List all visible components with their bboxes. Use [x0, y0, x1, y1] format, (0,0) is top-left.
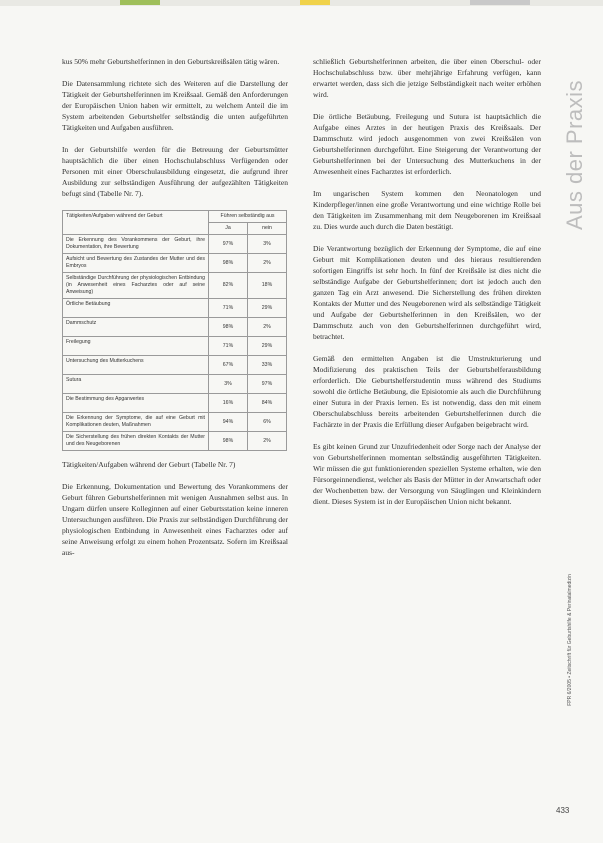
table-cell-yes: 67% [209, 356, 248, 375]
table-header-yes: Ja [209, 223, 248, 235]
table-cell-task: Untersuchung des Mutterkuchens [63, 356, 209, 375]
table-cell-task: Sutura [63, 375, 209, 394]
table-cell-no: 33% [248, 356, 287, 375]
table-cell-task: Die Erkennung der Symptome, die auf eine Geburt mit Komplikationen deuten, Maßnahmen [63, 413, 209, 432]
right-paragraph-6: Es gibt keinen Grund zur Unzufriedenheit oder Sorge nach der Analyse der von Geburtshelferinnen momentan selbständig ausgeführten Tätigkeiten. Wir müssen die gut funktionierenden speziellen Systeme erhalten, wie den Fürsorgeinnendienst, welcher als Basis der Mütter in der Anwartschaft oder der Wochenbetten bzw. der Versorgung von Säuglingen und Kleinkindern dient. Dieses System ist in der Europäischen Union nicht bekannt. [313, 442, 541, 506]
table-cell-task: Die Bestimmung des Apgarwertes [63, 394, 209, 413]
table-cell-yes: 82% [209, 273, 248, 299]
top-accent-yellow [300, 0, 330, 5]
table-cell-task: Dammschutz [63, 318, 209, 337]
table-row [63, 413, 287, 432]
table-cell-task: Die Sicherstellung des frühen direkten Kontakts der Mutter und des Neugeborenen [63, 432, 209, 451]
table-row [63, 235, 287, 254]
table-cell-yes: 94% [209, 413, 248, 432]
table-cell-yes: 71% [209, 299, 248, 318]
top-accent-grey [470, 0, 530, 5]
table-cell-no: 2% [248, 432, 287, 451]
table-row [63, 356, 287, 375]
right-paragraph-1: schließlich Geburtshelferinnen arbeiten, die über einen Oberschul- oder Hochschulabschluss bzw. über mehrjährige Erfahrung verfügen, kann erwartet werden, dass sich die jetzige Selbständigkeit nach weiter erhöhen wird. [313, 57, 541, 99]
table-cell-no: 2% [248, 318, 287, 337]
table-cell-no: 3% [248, 235, 287, 254]
table-cell-task: Aufsicht und Bewertung des Zustandes der Mutter und des Embryos [63, 254, 209, 273]
top-strip [0, 0, 603, 6]
table-cell-task: Die Erkennung des Vorankommens der Geburt, ihre Dokumentation, ihre Bewertung [63, 235, 209, 254]
table-row [63, 318, 287, 337]
top-accent-green [120, 0, 160, 5]
right-column [313, 56, 541, 518]
left-paragraph-1: kus 50% mehr Geburtshelferinnen in den Geburtskreißsälen tätig wären. [62, 57, 280, 66]
page-number: 433 [556, 806, 570, 815]
right-paragraph-3: Im ungarischen System kommen den Neonatologen und Kinderpfleger/innen eine große Verantwortung und eine wichtige Rolle bei den Tätigkeiten im Zusammenhang mit dem Neugeborenen im Kreißsaal zu. Dies wurde auch durch die Daten bestätigt. [313, 189, 541, 231]
table-cell-no: 18% [248, 273, 287, 299]
table-caption: Tätigkeiten/Aufgaben während der Geburt (Tabelle Nr. 7) [62, 460, 236, 469]
table-cell-no: 97% [248, 375, 287, 394]
table-cell-yes: 16% [209, 394, 248, 413]
table-cell-yes: 3% [209, 375, 248, 394]
left-paragraph-2: Die Datensammlung richtete sich des Weiteren auf die Darstellung der Tätigkeit der Geburtshelferinnen im Kreißsaal. Gemäß den Anforderungen der Europäischen Union haben wir ermittelt, zu welchem Anteil die im System arbeitenden Geburtshelfer selbständig die unten aufgeführten Tätigkeiten und Aufgaben ausführen. [62, 79, 288, 132]
journal-running-footer [563, 480, 577, 800]
table-cell-no: 6% [248, 413, 287, 432]
table-row [63, 375, 287, 394]
journal-line-text: FPR 6/2005 • Zeitschrift für Geburtshilfe & Perinatalmedizin [567, 574, 573, 706]
table-header-task: Tätigkeiten/Aufgaben während der Geburt [63, 211, 209, 235]
table-row [63, 299, 287, 318]
table-row [63, 254, 287, 273]
section-title-vertical [560, 70, 590, 240]
table-header-no: nein [248, 223, 287, 235]
right-paragraph-4: Die Verantwortung bezüglich der Erkennung der Symptome, die auf eine Geburt mit Komplikationen deuten und des hieraus resultierenden sofortigen Eingriffs ist sehr hoch. In fünf der Kreißsäle ist dies nicht die selbständige Aufgabe der Geburtshelferinnen; dort ist jedoch auch den ganzen Tag ein Arzt anwesend. Die Sicherstellung des frühen direkten Kontakts der Mutter und des Neugeborenen wird als selbständige Tätigkeit und Aufgabe der Geburtshelferinnen in den Kreißsälen, wo der Dammschutz auch von den Geburtshelferinnen durchgeführt wird, betrachtet. [313, 244, 541, 341]
table-cell-task: Selbständige Durchführung der physiologischen Entbindung (in Anwesenheit eines Facharztes oder auf seine Anweisung) [63, 273, 209, 299]
right-paragraph-2: Die örtliche Betäubung, Freilegung und Sutura ist hauptsächlich die Aufgabe eines Arztes in der heutigen Praxis des Kreißsaals. Der Dammschutz wird jedoch ausgenommen von zwei Kreißsälen von Geburtshelferinnen durchgeführt. Eine Steigerung der Verantwortung der Geburtshelferinnen bei der Untersuchung des Mutterkuchens in der Anwesenheit eines Facharztes ist erforderlich. [313, 112, 541, 176]
table-row [63, 273, 287, 299]
section-title-text: Aus der Praxis [562, 79, 587, 231]
table-cell-no: 84% [248, 394, 287, 413]
left-paragraph-3: In der Geburtshilfe werden für die Betreuung der Geburtsmütter hauptsächlich die über einen Hochschulabschluss Verfügenden oder Personen mit einer Oberschulausbildung eingesetzt, die aufgrund ihrer Ausbildung zur selbständigen Ausführung der aufgezählten Tätigkeiten befugt sind (Tabelle Nr. 7). [62, 145, 288, 198]
table-cell-no: 2% [248, 254, 287, 273]
table-cell-yes: 71% [209, 337, 248, 356]
table-row [63, 394, 287, 413]
left-column [62, 56, 288, 569]
table-cell-yes: 97% [209, 235, 248, 254]
birth-tasks-table [62, 210, 287, 451]
table-row [63, 432, 287, 451]
table-row [63, 337, 287, 356]
left-paragraph-5: Die Erkennung, Dokumentation und Bewertung des Vorankommens der Geburt führen Geburtshelferinnen mit wenigen Ausnahmen selbst aus. In Ungarn dürfen unsere Kolleginnen auf einer Geburtsstation keine inneren Untersuchungen ausführen. Die Praxis zur selbständigen Durchführung der physiologischen Entbindung in Anwesenheit eines Facharztes oder auf seine Anweisung erfolgt zu einem hohen Prozentsatz. Sofern im Kreißsaal aus- [62, 482, 288, 557]
table-cell-yes: 98% [209, 254, 248, 273]
table-cell-task: Freilegung [63, 337, 209, 356]
table-cell-yes: 98% [209, 432, 248, 451]
right-paragraph-5: Gemäß den ermittelten Angaben ist die Umstrukturierung und Modifizierung des praktischen Teils der Geburtshelferausbildung erforderlich. Die Geburtshelferstudentin muss während des Studiums sowohl die örtliche Betäubung, die Episiotomie als auch die Durchführung einer Sutura in der Praxis lernen. Es ist notwendig, dass den mit einem Oberschulabschluss bereits arbeitenden Geburtshelferinnen durch die Fachärzte in der Praxis die Erfüllung dieser Aufgaben beigebracht wird. [313, 354, 541, 429]
table-cell-yes: 98% [209, 318, 248, 337]
table-cell-no: 29% [248, 337, 287, 356]
table-cell-no: 29% [248, 299, 287, 318]
table-cell-task: Örtliche Betäubung [63, 299, 209, 318]
table-header-group: Führen selbständig aus [209, 211, 287, 223]
